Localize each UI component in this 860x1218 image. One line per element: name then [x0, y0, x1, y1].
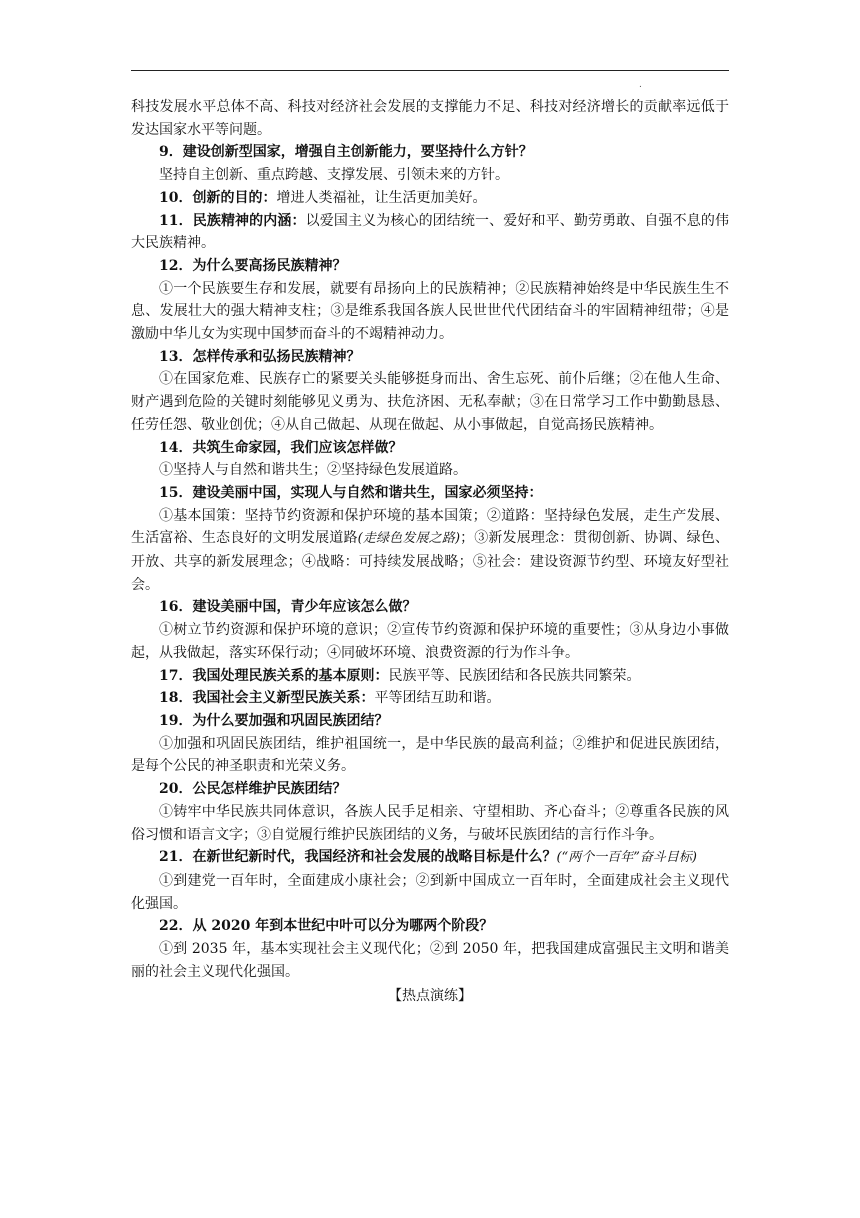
question-17: [131, 665, 729, 688]
answer-21: ①到建党一百年时，全面建成小康社会；②到新中国成立一百年时，全面建成社会主义现代化强国。: [131, 872, 729, 912]
header-rule: [131, 70, 729, 71]
question-18-label: 18．我国社会主义新型民族关系：: [159, 690, 375, 707]
question-11: [131, 210, 729, 255]
answer-19: ①加强和巩固民族团结，维护祖国统一，是中华民族的最高利益；②维护和促进民族团结，是每个公民的神圣职责和光荣义务。: [131, 735, 729, 775]
question-16: 16．建设美丽中国，青少年应该怎么做？: [159, 599, 417, 616]
question-17-label: 17．我国处理民族关系的基本原则：: [159, 667, 389, 684]
question-15: 15．建设美丽中国，实现人与自然和谐共生，国家必须坚持：: [159, 484, 543, 501]
answer-12: ①一个民族要生存和发展，就要有昂扬向上的民族精神；②民族精神始终是中华民族生生不息、发展壮大的强大精神支柱；③是维系我国各族人民世世代代团结奋斗的牢固精神纽带；④是激励中华儿女为实现中国梦而奋斗的不竭精神动力。: [131, 280, 729, 343]
answer-15: [131, 505, 729, 597]
question-12: 12．为什么要高扬民族精神？: [159, 257, 347, 274]
answer-20: ①铸牢中华民族共同体意识，各族人民手足相亲、守望相助、齐心奋斗；②尊重各民族的风俗习惯和语言文字；③自觉履行维护民族团结的义务，与破坏民族团结的言行作斗争。: [131, 803, 729, 843]
question-19: 19．为什么要加强和巩固民族团结？: [159, 712, 389, 729]
question-21-label: 21．在新世纪新时代，我国经济和社会发展的战略目标是什么？: [159, 849, 557, 866]
document-body: [131, 96, 729, 1008]
answer-9: 坚持自主创新、重点跨越、支撑发展、引领未来的方针。: [159, 167, 509, 184]
answer-10: 增进人类福祉，让生活更加美好。: [276, 189, 487, 206]
question-22: 22．从 2020 年到本世纪中叶可以分为哪两个阶段？: [159, 918, 494, 935]
question-18: [131, 687, 729, 710]
answer-11: 以爱国主义为核心的团结统一、爱好和平、勤劳勇敢、自强不息的伟大民族精神。: [131, 212, 729, 252]
continued-paragraph: 科技发展水平总体不高、科技对经济社会发展的支撑能力不足、科技对经济增长的贡献率远低于发达国家水平等问题。: [131, 99, 729, 138]
question-21-note: (“两个一百年”奋斗目标): [556, 850, 697, 866]
question-13: 13．怎样传承和弘扬民族精神？: [159, 348, 361, 365]
answer-13: ①在国家危难、民族存亡的紧要关头能够挺身而出、舍生忘死、前仆后继；②在他人生命、财产遇到危险的关键时刻能够见义勇为、扶危济困、无私奉献；③在日常学习工作中勤勤恳恳、任劳任怨、敬业创优；④从自己做起、从现在做起、从小事做起，自觉高扬民族精神。: [131, 371, 729, 433]
header-mark: .: [639, 80, 642, 90]
question-11-label: 11．民族精神的内涵：: [159, 212, 306, 229]
question-10: [131, 187, 729, 210]
question-10-label: 10．创新的目的：: [159, 189, 277, 206]
question-14: 14．共筑生命家园，我们应该怎样做？: [159, 439, 403, 456]
answer-15-part-2: ；③新发展理念：贯彻创新、协调、绿色、开放、共享的新发展理念；④战略：可持续发展战略；⑤社会：建设资源节约型、环境友好型社会。: [131, 530, 729, 593]
answer-22: ①到 2035 年，基本实现社会主义现代化；②到 2050 年，把我国建成富强民主文明和谐美丽的社会主义现代化强国。: [131, 941, 729, 980]
answer-18: 平等团结互助和谐。: [374, 690, 501, 707]
question-21: [131, 846, 729, 870]
section-title: 【热点演练】: [388, 988, 472, 1005]
answer-16: ①树立节约资源和保护环境的意识；②宣传节约资源和保护环境的重要性；③从身边小事做起，从我做起，落实环保行动；④同破坏环境、浪费资源的行为作斗争。: [131, 622, 729, 661]
question-20: 20．公民怎样维护民族团结？: [159, 781, 347, 798]
answer-14: ①坚持人与自然和谐共生；②坚持绿色发展道路。: [159, 462, 467, 479]
answer-15-note: (走绿色发展之路): [357, 531, 461, 547]
answer-17: 民族平等、民族团结和各民族共同繁荣。: [388, 667, 641, 684]
answer-15-part-1: ①基本国策：坚持节约资源和保护环境的基本国策；②道路：坚持绿色发展，走生产发展、生活富裕、生态良好的文明发展道路: [131, 507, 729, 547]
question-9: 9．建设创新型国家，增强自主创新能力，要坚持什么方针？: [159, 144, 533, 161]
